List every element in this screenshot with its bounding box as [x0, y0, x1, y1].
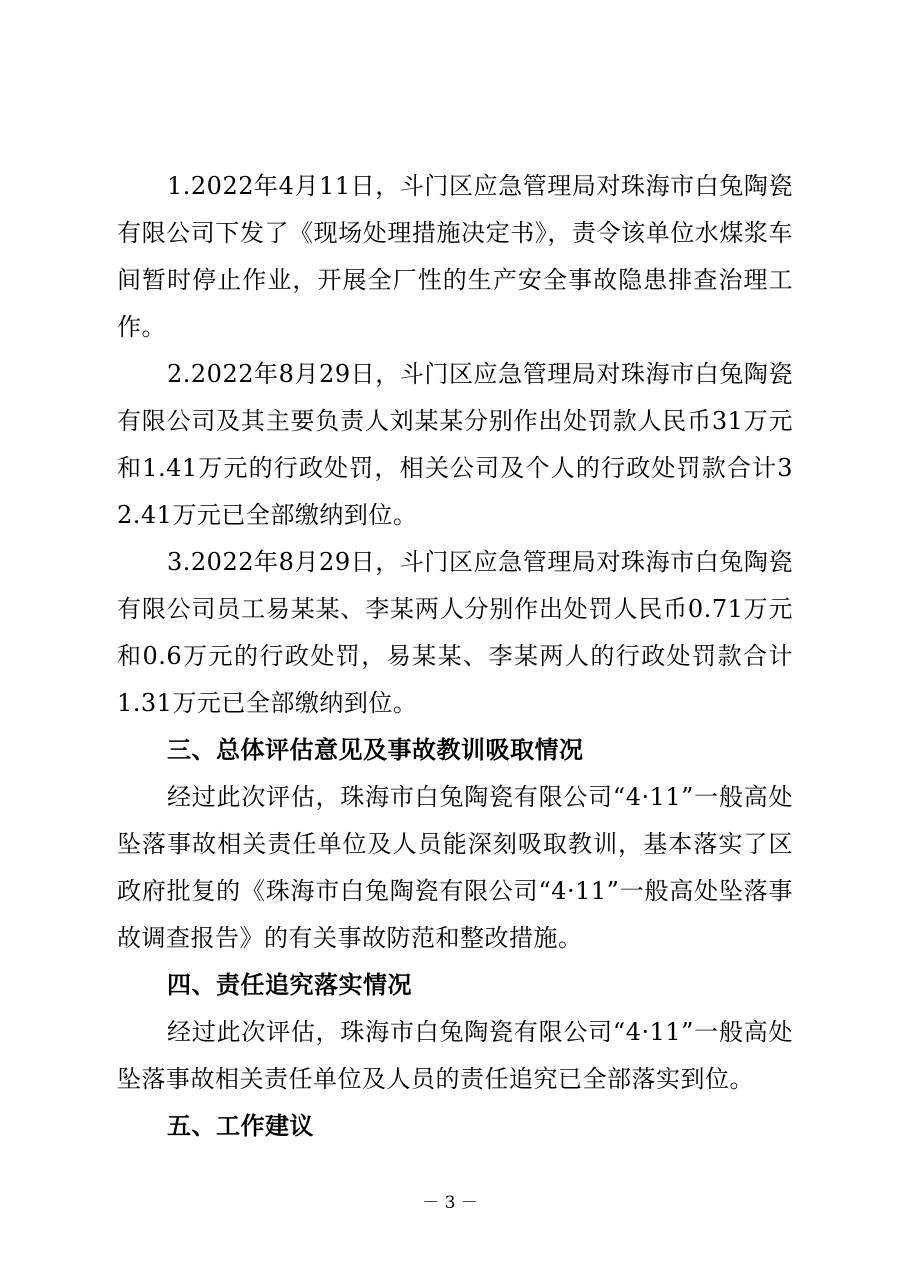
body-paragraph-3: 3.2022年8月29日，斗门区应急管理局对珠海市白兔陶瓷有限公司员工易某某、李某两人分别作出处罚人民币0.71万元和0.6万元的行政处罚，易某某、李某两人的行政处罚款合计1.31万元已全部缴纳到位。	[117, 548, 793, 717]
section-heading-4: 四、责任追究落实情况	[167, 971, 412, 999]
body-paragraph-4: 经过此次评估，珠海市白兔陶瓷有限公司“4·11”一般高处坠落事故相关责任单位及人员能深刻吸取教训，基本落实了区政府批复的《珠海市白兔陶瓷有限公司“4·11”一般高处坠落事故调查报告》的有关事故防范和整改措施。	[117, 783, 793, 952]
section-heading-5: 五、工作建议	[167, 1112, 314, 1140]
page-number: － 3 －	[422, 1193, 478, 1213]
document-body	[117, 163, 793, 1150]
body-paragraph-5: 经过此次评估，珠海市白兔陶瓷有限公司“4·11”一般高处坠落事故相关责任单位及人员的责任追究已全部落实到位。	[117, 1018, 793, 1093]
body-paragraph-2: 2.2022年8月29日，斗门区应急管理局对珠海市白兔陶瓷有限公司及其主要负责人刘某某分别作出处罚款人民币31万元和1.41万元的行政处罚，相关公司及个人的行政处罚款合计32.41万元已全部缴纳到位。	[117, 360, 793, 529]
body-paragraph-1: 1.2022年4月11日，斗门区应急管理局对珠海市白兔陶瓷有限公司下发了《现场处理措施决定书》，责令该单位水煤浆车间暂时停止作业，开展全厂性的生产安全事故隐患排查治理工作。	[117, 172, 793, 341]
section-heading-3: 三、总体评估意见及事故教训吸取情况	[167, 736, 584, 764]
